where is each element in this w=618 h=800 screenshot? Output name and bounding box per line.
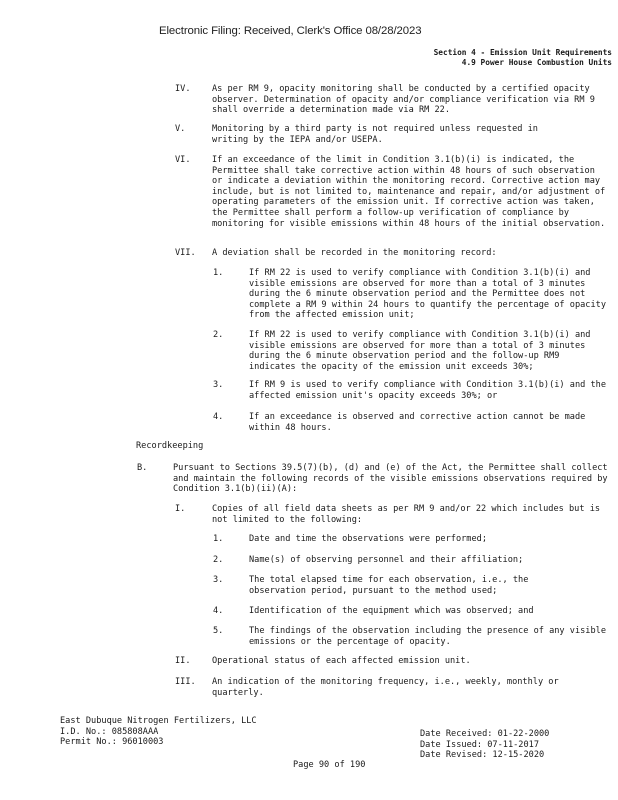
list-number: 1. [213, 268, 224, 278]
section-header [434, 48, 612, 67]
id-number: I.D. No.: 085808AAA [60, 726, 159, 737]
list-item: If RM 22 is used to verify compliance with Condition 3.1(b)(i) and visible emissions are observed for more than a total of 3 minutes during the 6 minute observation period and the Permittee does not complete a RM 9 within 24 hours to quantify the percentage of opacity from the affected emission unit; [249, 268, 606, 321]
list-item: If RM 9 is used to verify compliance with Condition 3.1(b)(i) and the affected emission unit's opacity exceeds 30%; or [249, 380, 606, 401]
list-item: The total elapsed time for each observation, i.e., the observation period, pursuant to the method used; [249, 575, 529, 596]
list-number: 2. [213, 555, 224, 565]
list-number: 3. [213, 380, 224, 390]
list-number: 3. [213, 575, 224, 585]
permit-number: Permit No.: 96010003 [60, 737, 164, 748]
list-number: 1. [213, 534, 224, 544]
item-text: As per RM 9, opacity monitoring shall be conducted by a certified opacity observer. Determination of opacity and/or compliance verification via RM 9 shall override a determination made via RM 22. [212, 84, 595, 116]
list-item: If RM 22 is used to verify compliance with Condition 3.1(b)(i) and visible emissions are observed for more than a total of 3 minutes during the 6 minute observation period and the follow-up RM9 indicates the opacity of the emission unit exceeds 30%; [249, 330, 591, 372]
item-number: VI. [175, 155, 191, 165]
item-text: Operational status of each affected emission unit. [212, 656, 471, 666]
date-received: Date Received: 01-22-2000 [420, 729, 550, 739]
list-item: Name(s) of observing personnel and their affiliation; [249, 555, 524, 565]
item-text: Monitoring by a third party is not required unless requested in writing by the IEPA and/or USEPA. [212, 124, 538, 145]
item-number: VII. [175, 248, 196, 258]
list-item: Date and time the observations were performed; [249, 534, 487, 544]
item-text: If an exceedance of the limit in Condition 3.1(b)(i) is indicated, the Permittee shall take corrective action within 48 hours of such observation or indicate a deviation within the monitoring record. Corrective action may include, but is not limited to, maintenance and repair, and/or adjustment of operating parameters of the emission unit. If corrective action was taken, the Permittee shall perform a follow-up verification of compliance by monitoring for visible emissions within 48 hours of the initial observation. [212, 155, 606, 229]
item-text: Copies of all field data sheets as per RM 9 and/or 22 which includes but is not limited to the following: [212, 504, 601, 525]
recordkeeping-heading: Recordkeeping [136, 441, 204, 451]
item-text: A deviation shall be recorded in the monitoring record: [212, 248, 497, 258]
item-number: B. [137, 463, 148, 473]
date-issued: Date Issued: 07-11-2017 [420, 739, 539, 750]
list-number: 5. [213, 626, 224, 636]
list-number: 4. [213, 412, 224, 422]
footer-right [420, 729, 549, 761]
filing-banner: Electronic Filing: Received, Clerk's Office 08/28/2023 [159, 25, 422, 37]
item-text: Pursuant to Sections 39.5(7)(b), (d) and (e) of the Act, the Permittee shall collect and maintain the following records of the visible emissions observations required by Condition 3.1(b)(ii)(A): [173, 463, 608, 495]
item-number: V. [175, 124, 186, 134]
list-item: The findings of the observation including the presence of any visible emissions or the percentage of opacity. [249, 626, 606, 647]
section-header-line2: 4.9 Power House Combustion Units [461, 57, 612, 67]
item-number: II. [175, 656, 191, 666]
section-header-line1: Section 4 - Emission Unit Requirements [433, 48, 612, 57]
item-number: III. [175, 677, 196, 687]
list-number: 2. [213, 330, 224, 340]
date-revised: Date Revised: 12-15-2020 [420, 750, 545, 761]
item-number: IV. [175, 84, 191, 94]
company-name: East Dubuque Nitrogen Fertilizers, LLC [60, 716, 257, 726]
item-text: An indication of the monitoring frequency, i.e., weekly, monthly or quarterly. [212, 677, 559, 698]
list-number: 4. [213, 606, 224, 616]
item-number: I. [175, 504, 186, 514]
list-item: Identification of the equipment which was observed; and [249, 606, 534, 616]
footer-left [60, 716, 257, 748]
list-item: If an exceedance is observed and corrective action cannot be made within 48 hours. [249, 412, 586, 433]
page-number: Page 90 of 190 [293, 760, 366, 770]
